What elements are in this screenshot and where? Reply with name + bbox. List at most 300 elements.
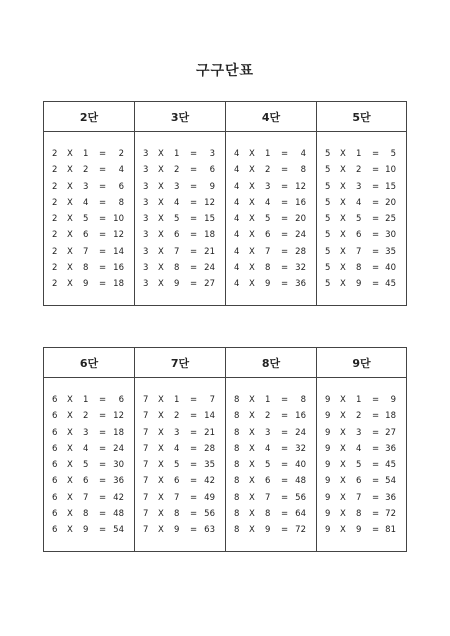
- times-sign: X: [67, 214, 73, 224]
- table-row: [135, 146, 225, 162]
- times-sign: X: [340, 443, 346, 454]
- table-row: [226, 473, 316, 489]
- multiplicand: 5: [325, 181, 331, 192]
- multiplier: 2: [265, 411, 271, 422]
- times-sign: X: [158, 279, 164, 289]
- multiplicand: 7: [143, 427, 149, 438]
- equals-sign: =: [372, 460, 380, 470]
- table-row: [135, 211, 225, 227]
- table-row: [317, 392, 406, 408]
- equals-sign: =: [99, 214, 107, 224]
- table-row: [317, 473, 406, 489]
- multiplier: 4: [265, 197, 271, 208]
- table-row: [44, 425, 134, 441]
- product: 9: [209, 181, 215, 192]
- equals-sign: =: [281, 427, 289, 438]
- multiplier: 6: [356, 476, 362, 487]
- multiplicand: 6: [52, 460, 58, 470]
- table-row: [317, 408, 406, 424]
- times-table-column: [316, 348, 407, 551]
- column-header: 7단: [135, 348, 225, 378]
- table-row: [135, 179, 225, 195]
- times-table-column: [43, 348, 134, 551]
- equals-sign: =: [190, 492, 198, 503]
- product: 20: [295, 214, 306, 224]
- equals-sign: =: [99, 230, 107, 241]
- times-sign: X: [249, 476, 255, 487]
- product: 72: [385, 508, 396, 519]
- times-sign: X: [158, 525, 164, 535]
- times-sign: X: [249, 395, 255, 405]
- times-sign: X: [249, 525, 255, 535]
- times-sign: X: [340, 411, 346, 422]
- times-sign: X: [249, 165, 255, 176]
- product: 4: [300, 149, 306, 159]
- product: 35: [385, 246, 396, 257]
- product: 20: [385, 197, 396, 208]
- product: 24: [113, 443, 124, 454]
- times-sign: X: [249, 181, 255, 192]
- product: 18: [204, 230, 215, 241]
- equals-sign: =: [372, 214, 380, 224]
- multiplicand: 3: [143, 246, 149, 257]
- times-sign: X: [158, 460, 164, 470]
- multiplicand: 9: [325, 508, 331, 519]
- product: 49: [204, 492, 215, 503]
- equals-sign: =: [99, 525, 107, 535]
- multiplicand: 9: [325, 492, 331, 503]
- table-row: [317, 146, 406, 162]
- multiplicand: 9: [325, 525, 331, 535]
- equals-sign: =: [372, 443, 380, 454]
- multiplicand: 3: [143, 230, 149, 241]
- table-row: [226, 195, 316, 211]
- multiplicand: 7: [143, 411, 149, 422]
- column-header: 6단: [44, 348, 134, 378]
- table-row: [135, 227, 225, 243]
- equals-sign: =: [99, 246, 107, 257]
- multiplier: 3: [356, 427, 362, 438]
- multiplier: 1: [83, 149, 89, 159]
- table-row: [44, 146, 134, 162]
- multiplier: 3: [174, 427, 180, 438]
- table-row: [44, 162, 134, 178]
- times-sign: X: [340, 149, 346, 159]
- multiplicand: 8: [234, 525, 240, 535]
- equals-sign: =: [281, 460, 289, 470]
- equals-sign: =: [99, 492, 107, 503]
- equals-sign: =: [190, 525, 198, 535]
- table-row: [317, 457, 406, 473]
- multiplier: 8: [265, 262, 271, 273]
- product: 36: [385, 492, 396, 503]
- product: 40: [295, 460, 306, 470]
- multiplicand: 8: [234, 492, 240, 503]
- times-sign: X: [67, 411, 73, 422]
- multiplicand: 3: [143, 149, 149, 159]
- table-row: [135, 276, 225, 292]
- product: 30: [113, 460, 124, 470]
- multiplier: 5: [83, 214, 89, 224]
- times-sign: X: [249, 508, 255, 519]
- multiplicand: 4: [234, 262, 240, 273]
- multiplicand: 4: [234, 214, 240, 224]
- multiplicand: 2: [52, 246, 58, 257]
- multiplier: 1: [174, 395, 180, 405]
- table-block-2: [43, 347, 407, 552]
- table-row: [226, 457, 316, 473]
- table-row: [226, 227, 316, 243]
- equals-sign: =: [190, 427, 198, 438]
- table-row: [44, 260, 134, 276]
- multiplier: 8: [83, 262, 89, 273]
- multiplicand: 4: [234, 230, 240, 241]
- equals-sign: =: [281, 230, 289, 241]
- table-row: [44, 457, 134, 473]
- table-row: [317, 179, 406, 195]
- multiplier: 3: [174, 181, 180, 192]
- multiplier: 4: [83, 197, 89, 208]
- multiplicand: 3: [143, 197, 149, 208]
- times-sign: X: [67, 246, 73, 257]
- multiplicand: 4: [234, 181, 240, 192]
- equals-sign: =: [281, 443, 289, 454]
- product: 45: [385, 279, 396, 289]
- table-row: [44, 490, 134, 506]
- multiplicand: 2: [52, 165, 58, 176]
- equals-sign: =: [190, 395, 198, 405]
- times-sign: X: [67, 460, 73, 470]
- equals-sign: =: [99, 149, 107, 159]
- multiplier: 2: [356, 165, 362, 176]
- multiplicand: 7: [143, 443, 149, 454]
- times-sign: X: [67, 181, 73, 192]
- table-block-1: [43, 101, 407, 306]
- equals-sign: =: [190, 181, 198, 192]
- equals-sign: =: [372, 525, 380, 535]
- table-row: [317, 522, 406, 538]
- table-row: [317, 506, 406, 522]
- multiplicand: 9: [325, 443, 331, 454]
- equals-sign: =: [281, 214, 289, 224]
- product: 72: [295, 525, 306, 535]
- times-sign: X: [158, 165, 164, 176]
- equals-sign: =: [372, 181, 380, 192]
- multiplicand: 9: [325, 395, 331, 405]
- multiplicand: 2: [52, 262, 58, 273]
- table-row: [135, 457, 225, 473]
- table-row: [44, 522, 134, 538]
- times-sign: X: [67, 427, 73, 438]
- multiplicand: 3: [143, 279, 149, 289]
- product: 8: [300, 395, 306, 405]
- multiplicand: 5: [325, 246, 331, 257]
- multiplier: 5: [83, 460, 89, 470]
- product: 28: [204, 443, 215, 454]
- product: 15: [385, 181, 396, 192]
- product: 24: [204, 262, 215, 273]
- multiplier: 9: [356, 525, 362, 535]
- multiplier: 7: [265, 246, 271, 257]
- equals-sign: =: [372, 197, 380, 208]
- times-sign: X: [249, 427, 255, 438]
- product: 54: [113, 525, 124, 535]
- times-sign: X: [158, 230, 164, 241]
- product: 18: [113, 427, 124, 438]
- times-sign: X: [249, 460, 255, 470]
- multiplicand: 7: [143, 492, 149, 503]
- multiplier: 4: [265, 443, 271, 454]
- multiplier: 8: [265, 508, 271, 519]
- equals-sign: =: [99, 262, 107, 273]
- equals-sign: =: [99, 443, 107, 454]
- equals-sign: =: [281, 411, 289, 422]
- times-sign: X: [249, 492, 255, 503]
- table-row: [226, 392, 316, 408]
- equals-sign: =: [99, 197, 107, 208]
- multiplier: 2: [83, 165, 89, 176]
- table-row: [317, 162, 406, 178]
- table-row: [135, 506, 225, 522]
- multiplicand: 6: [52, 395, 58, 405]
- multiplier: 8: [83, 508, 89, 519]
- multiplier: 7: [174, 492, 180, 503]
- product: 4: [118, 165, 124, 176]
- multiplier: 4: [356, 197, 362, 208]
- equals-sign: =: [372, 411, 380, 422]
- table-row: [44, 392, 134, 408]
- equals-sign: =: [190, 165, 198, 176]
- times-table-column: [43, 102, 134, 305]
- product: 48: [295, 476, 306, 487]
- multiplier: 3: [265, 181, 271, 192]
- table-row: [226, 276, 316, 292]
- times-sign: X: [340, 476, 346, 487]
- multiplicand: 5: [325, 197, 331, 208]
- multiplicand: 5: [325, 279, 331, 289]
- table-row: [44, 227, 134, 243]
- multiplier: 2: [356, 411, 362, 422]
- table-row: [317, 260, 406, 276]
- column-header: 9단: [317, 348, 406, 378]
- equals-sign: =: [372, 230, 380, 241]
- times-sign: X: [249, 149, 255, 159]
- table-row: [135, 162, 225, 178]
- multiplicand: 6: [52, 427, 58, 438]
- product: 14: [204, 411, 215, 422]
- multiplicand: 7: [143, 460, 149, 470]
- equals-sign: =: [281, 279, 289, 289]
- multiplicand: 3: [143, 262, 149, 273]
- multiplicand: 6: [52, 476, 58, 487]
- product: 16: [295, 411, 306, 422]
- table-row: [44, 441, 134, 457]
- multiplicand: 8: [234, 411, 240, 422]
- product: 15: [204, 214, 215, 224]
- product: 10: [385, 165, 396, 176]
- multiplicand: 7: [143, 395, 149, 405]
- table-row: [44, 473, 134, 489]
- times-sign: X: [158, 476, 164, 487]
- table-row: [226, 425, 316, 441]
- multiplicand: 2: [52, 149, 58, 159]
- product: 27: [204, 279, 215, 289]
- equals-sign: =: [281, 149, 289, 159]
- table-row: [317, 276, 406, 292]
- times-sign: X: [249, 411, 255, 422]
- product: 6: [118, 395, 124, 405]
- multiplicand: 3: [143, 165, 149, 176]
- times-sign: X: [158, 508, 164, 519]
- multiplier: 5: [356, 460, 362, 470]
- multiplicand: 6: [52, 443, 58, 454]
- times-sign: X: [249, 214, 255, 224]
- multiplicand: 2: [52, 181, 58, 192]
- table-row: [135, 490, 225, 506]
- table-row: [44, 244, 134, 260]
- equals-sign: =: [99, 411, 107, 422]
- multiplicand: 2: [52, 279, 58, 289]
- multiplicand: 2: [52, 230, 58, 241]
- multiplier: 1: [356, 149, 362, 159]
- multiplier: 7: [356, 492, 362, 503]
- table-row: [135, 195, 225, 211]
- times-sign: X: [340, 230, 346, 241]
- table-row: [135, 408, 225, 424]
- equals-sign: =: [281, 197, 289, 208]
- product: 18: [113, 279, 124, 289]
- equals-sign: =: [372, 476, 380, 487]
- times-sign: X: [158, 197, 164, 208]
- equals-sign: =: [190, 262, 198, 273]
- table-row: [317, 195, 406, 211]
- equals-sign: =: [99, 427, 107, 438]
- multiplier: 5: [265, 214, 271, 224]
- times-table-column: [225, 348, 316, 551]
- product: 81: [385, 525, 396, 535]
- multiplier: 6: [265, 476, 271, 487]
- multiplier: 9: [174, 525, 180, 535]
- equals-sign: =: [190, 246, 198, 257]
- times-table-column: [316, 102, 407, 305]
- equals-sign: =: [372, 279, 380, 289]
- multiplier: 4: [174, 197, 180, 208]
- times-sign: X: [340, 165, 346, 176]
- multiplier: 7: [265, 492, 271, 503]
- multiplicand: 6: [52, 508, 58, 519]
- multiplier: 6: [83, 230, 89, 241]
- multiplier: 2: [174, 165, 180, 176]
- table-row: [135, 260, 225, 276]
- multiplier: 2: [174, 411, 180, 422]
- times-sign: X: [340, 181, 346, 192]
- multiplier: 7: [356, 246, 362, 257]
- multiplicand: 2: [52, 197, 58, 208]
- equals-sign: =: [372, 165, 380, 176]
- equals-sign: =: [190, 197, 198, 208]
- equals-sign: =: [190, 460, 198, 470]
- equals-sign: =: [372, 492, 380, 503]
- multiplier: 5: [174, 214, 180, 224]
- table-row: [44, 179, 134, 195]
- multiplier: 9: [83, 525, 89, 535]
- multiplicand: 4: [234, 165, 240, 176]
- multiplier: 2: [265, 165, 271, 176]
- times-sign: X: [340, 262, 346, 273]
- product: 12: [113, 411, 124, 422]
- times-sign: X: [158, 395, 164, 405]
- column-header: 8단: [226, 348, 316, 378]
- times-sign: X: [67, 492, 73, 503]
- multiplier: 4: [356, 443, 362, 454]
- equals-sign: =: [190, 476, 198, 487]
- product: 18: [385, 411, 396, 422]
- times-sign: X: [249, 246, 255, 257]
- times-sign: X: [67, 262, 73, 273]
- multiplier: 7: [174, 246, 180, 257]
- equals-sign: =: [372, 427, 380, 438]
- equals-sign: =: [281, 181, 289, 192]
- times-sign: X: [340, 508, 346, 519]
- multiplier: 3: [83, 181, 89, 192]
- table-row: [226, 506, 316, 522]
- equals-sign: =: [190, 443, 198, 454]
- times-sign: X: [340, 246, 346, 257]
- product: 30: [385, 230, 396, 241]
- equals-sign: =: [281, 525, 289, 535]
- equals-sign: =: [281, 492, 289, 503]
- multiplier: 1: [356, 395, 362, 405]
- product: 12: [295, 181, 306, 192]
- product: 54: [385, 476, 396, 487]
- multiplicand: 7: [143, 525, 149, 535]
- equals-sign: =: [190, 149, 198, 159]
- equals-sign: =: [190, 230, 198, 241]
- equals-sign: =: [99, 476, 107, 487]
- multiplier: 9: [356, 279, 362, 289]
- multiplier: 1: [83, 395, 89, 405]
- multiplicand: 4: [234, 197, 240, 208]
- equals-sign: =: [190, 508, 198, 519]
- multiplier: 1: [265, 149, 271, 159]
- product: 25: [385, 214, 396, 224]
- equals-sign: =: [281, 508, 289, 519]
- product: 32: [295, 443, 306, 454]
- table-row: [135, 244, 225, 260]
- multiplicand: 7: [143, 508, 149, 519]
- multiplier: 6: [174, 230, 180, 241]
- times-sign: X: [249, 197, 255, 208]
- product: 12: [113, 230, 124, 241]
- multiplier: 7: [83, 246, 89, 257]
- equals-sign: =: [190, 279, 198, 289]
- table-row: [317, 441, 406, 457]
- multiplier: 8: [174, 508, 180, 519]
- equals-sign: =: [372, 149, 380, 159]
- multiplier: 2: [83, 411, 89, 422]
- times-sign: X: [67, 230, 73, 241]
- table-row: [226, 179, 316, 195]
- multiplier: 1: [174, 149, 180, 159]
- multiplicand: 9: [325, 411, 331, 422]
- table-row: [226, 244, 316, 260]
- times-sign: X: [67, 279, 73, 289]
- multiplier: 6: [174, 476, 180, 487]
- equals-sign: =: [99, 279, 107, 289]
- times-sign: X: [340, 395, 346, 405]
- product: 40: [385, 262, 396, 273]
- table-row: [317, 227, 406, 243]
